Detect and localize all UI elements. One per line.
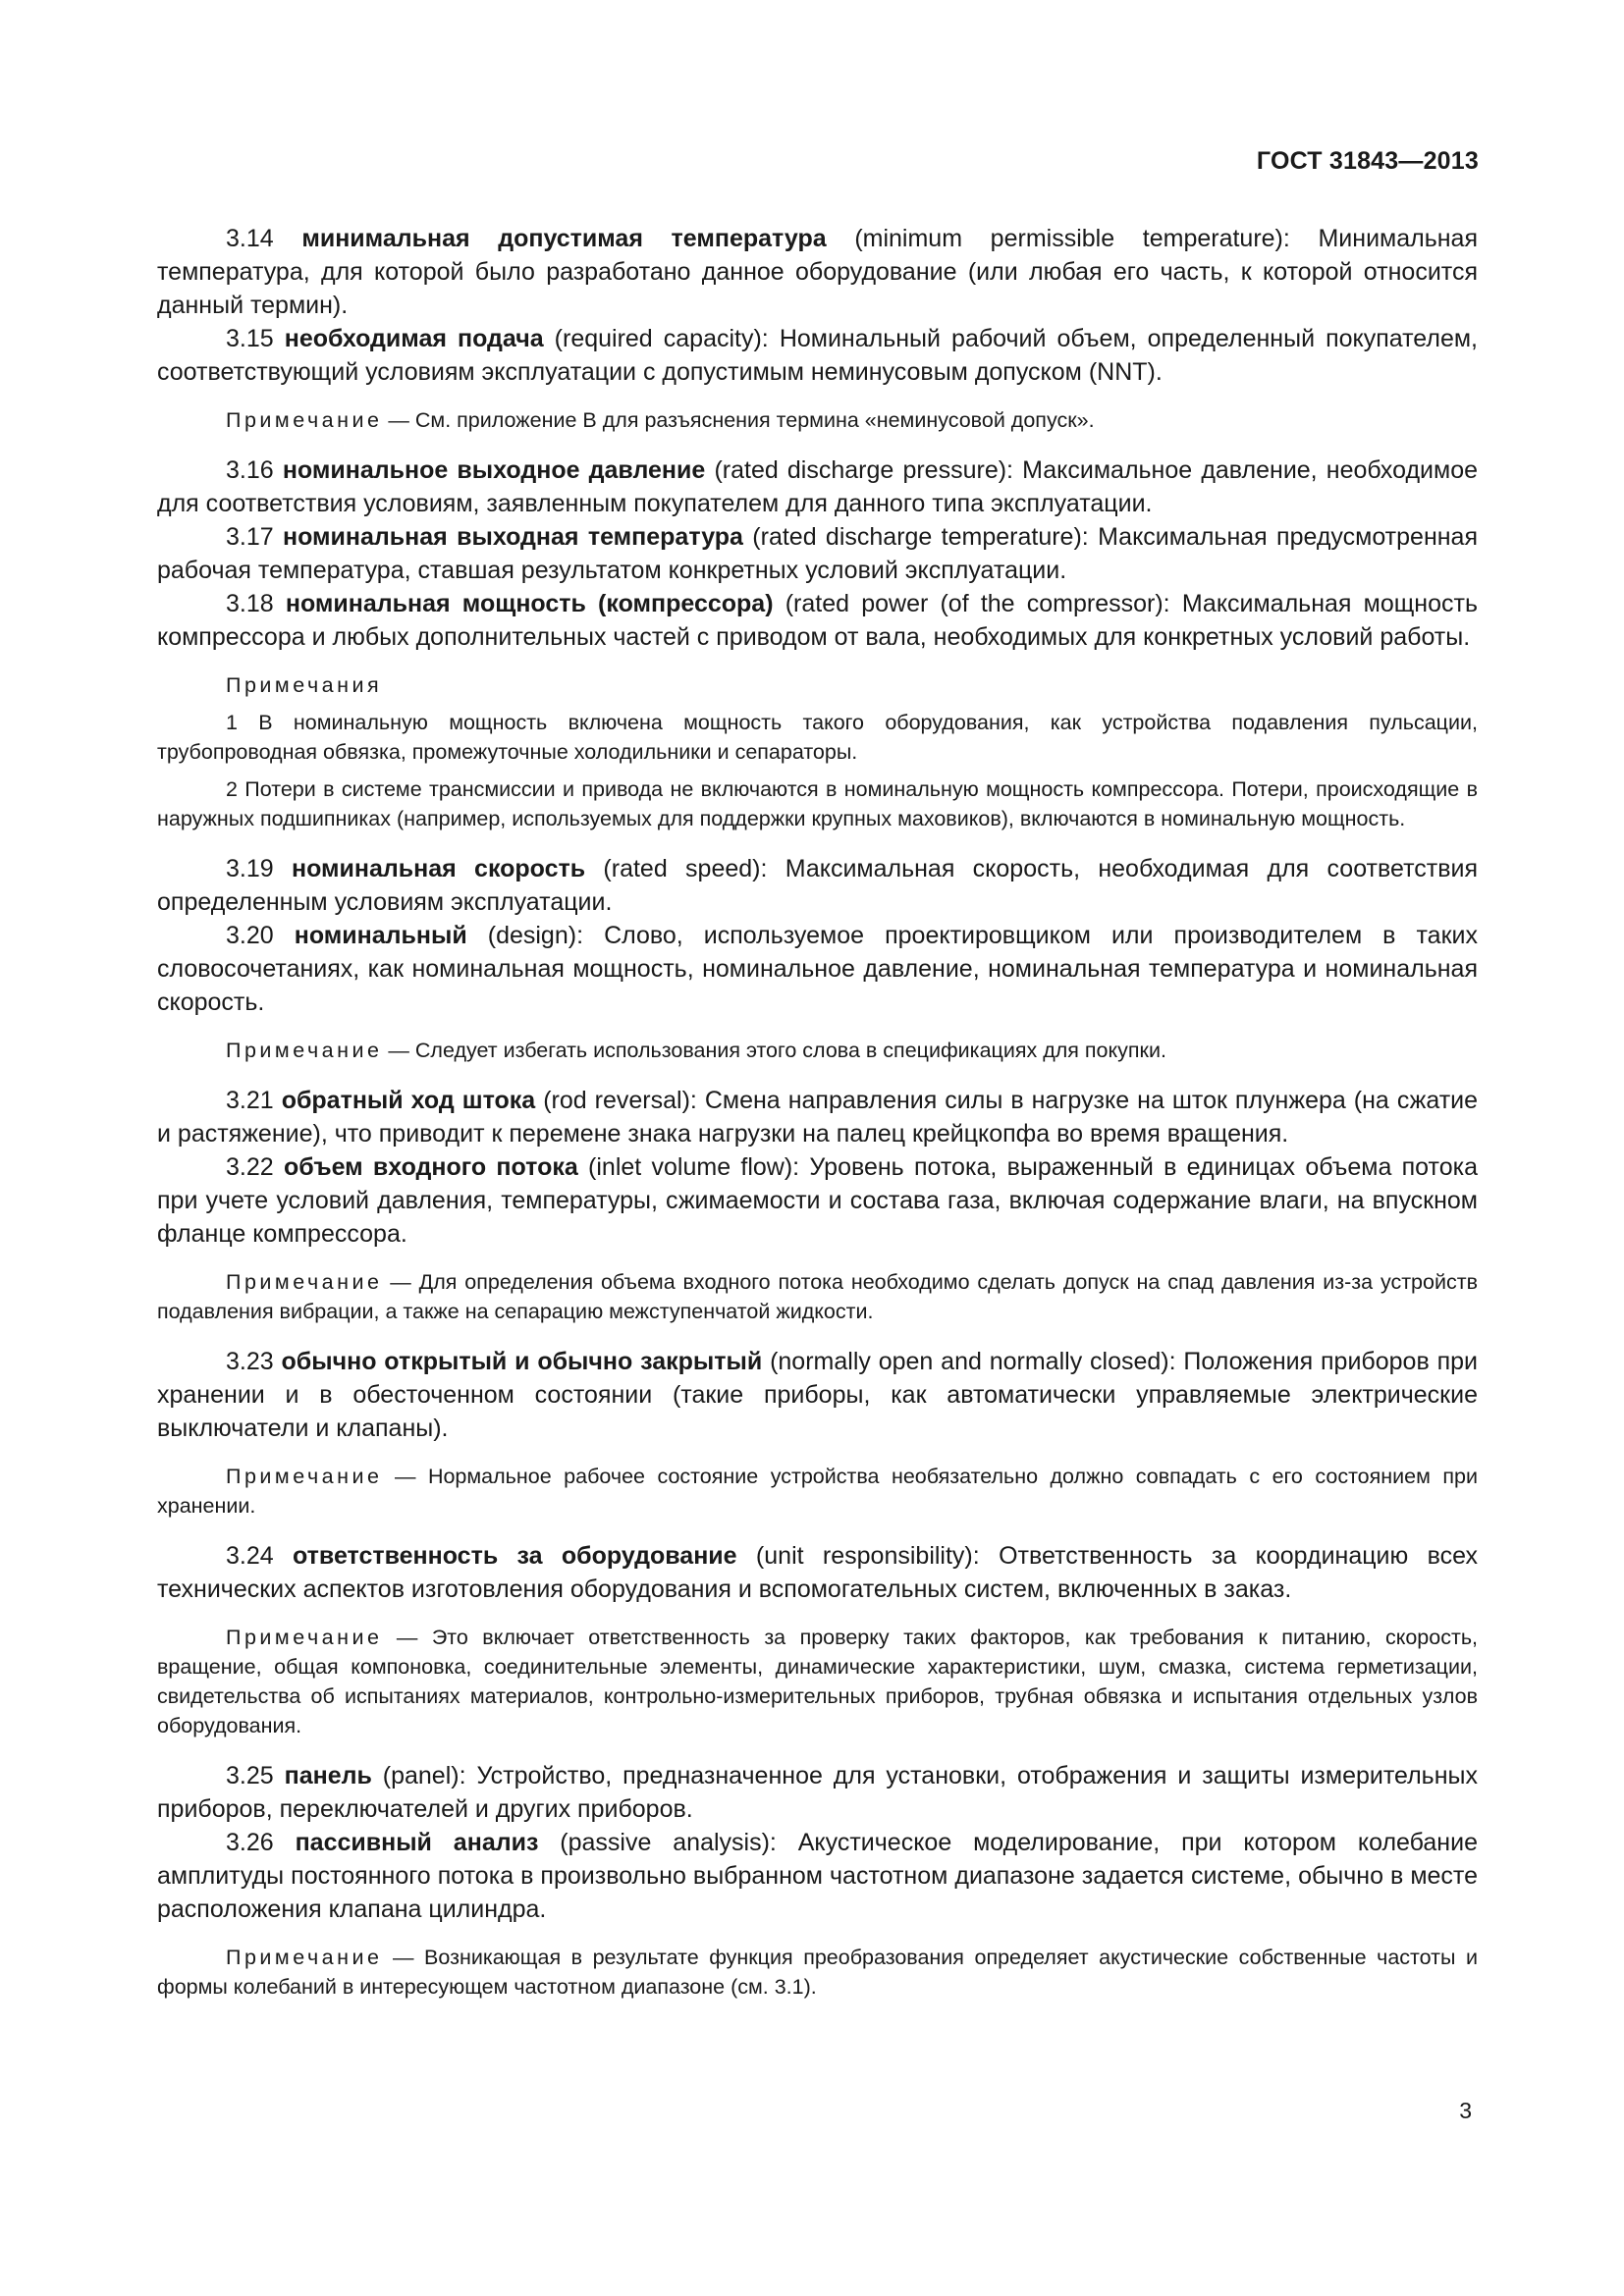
term-number: 3.20 (226, 922, 274, 949)
note-label: Примечание (226, 1465, 383, 1488)
term-3-16 (157, 454, 1478, 520)
term-english: (panel): (371, 1762, 477, 1789)
note-text: — Следует избегать использования этого слова в спецификациях для покупки. (382, 1039, 1166, 1062)
term-3-18 (157, 587, 1478, 654)
term-3-26 (157, 1826, 1478, 1926)
term-3-25 (157, 1759, 1478, 1826)
term-title: минимальная допустимая температура (301, 225, 827, 252)
term-english: (rod reversal): (535, 1087, 705, 1114)
term-definition: Положения приборов при хранении и в обесточенном состоянии (такие приборы, как автоматически управляемые электрические выключатели и клапаны). (157, 1348, 1478, 1442)
notes-heading-3-18 (157, 670, 1478, 700)
term-definition: Максимальная скорость, необходимая для соответствия определенным условиям эксплуатации. (157, 855, 1478, 916)
term-3-20 (157, 919, 1478, 1019)
term-definition: Акустическое моделирование, при котором колебание амплитуды постоянного потока в произвольно выбранном частотном диапазоне задается системе, обычно в месте расположения клапана цилиндра. (157, 1829, 1478, 1923)
term-number: 3.24 (226, 1542, 274, 1570)
note-3-23 (157, 1462, 1478, 1521)
term-3-23 (157, 1345, 1478, 1445)
note-3-22 (157, 1267, 1478, 1326)
note-label: Примечание (226, 1946, 383, 1969)
term-3-19 (157, 852, 1478, 919)
term-english: (rated discharge pressure): (705, 456, 1023, 484)
note-text: — Возникающая в результате функция преобразования определяет акустические собственные частоты и формы колебаний в интересующем частотном диапазоне (см. 3.1). (157, 1946, 1478, 1999)
term-number: 3.25 (226, 1762, 274, 1789)
term-english: (rated power (of the compressor): (773, 590, 1182, 617)
term-title: необходимая подача (284, 325, 544, 352)
note-text: — Нормальное рабочее состояние устройства необязательно должно совпадать с его состоянием при хранении. (157, 1465, 1478, 1518)
term-3-24 (157, 1539, 1478, 1606)
term-title: панель (284, 1762, 372, 1789)
term-title: пассивный анализ (295, 1829, 539, 1856)
note-label: Примечание (226, 1626, 383, 1649)
term-number: 3.15 (226, 325, 274, 352)
term-english: (rated discharge temperature): (742, 523, 1099, 551)
note-label: Примечание (226, 1039, 383, 1062)
document-id: ГОСТ 31843—2013 (1256, 147, 1479, 175)
document-body (157, 222, 1478, 2020)
term-definition: Максимальное давление, необходимое для соответствия условиям, заявленным покупателем для данного типа эксплуатации. (157, 456, 1479, 517)
term-title: номинальный (294, 922, 467, 949)
term-definition: Уровень потока, выраженный в единицах объема потока при учете условий давления, температуры, сжимаемости и состава газа, включая содержание влаги, на впускном фланце компрессора. (157, 1153, 1478, 1248)
note-text: — Для определения объема входного потока необходимо сделать допуск на спад давления из-за устройств подавления вибрации, а также на сепарацию межступенчатой жидкости. (157, 1270, 1478, 1323)
term-number: 3.18 (226, 590, 274, 617)
term-number: 3.16 (226, 456, 274, 484)
term-3-17 (157, 520, 1478, 587)
term-english: (unit responsibility): (736, 1542, 1000, 1570)
term-title: номинальная скорость (291, 855, 586, 882)
note-label: Примечание (226, 408, 383, 432)
term-number: 3.19 (226, 855, 274, 882)
term-definition: Максимальная мощность компрессора и любых дополнительных частей с приводом от вала, необходимых для конкретных условий работы. (157, 590, 1478, 651)
term-number: 3.22 (226, 1153, 274, 1181)
note-text: — См. приложение В для разъяснения термина «неминусовой допуск». (382, 408, 1095, 432)
term-3-15 (157, 322, 1478, 389)
term-english: (inlet volume flow): (577, 1153, 810, 1181)
term-3-14 (157, 222, 1478, 322)
note-3-20 (157, 1036, 1478, 1065)
note-3-18-1: 1 В номинальную мощность включена мощность такого оборудования, как устройства подавления пульсации, трубопроводная обвязка, промежуточные холодильники и сепараторы. (157, 711, 1478, 764)
term-number: 3.14 (226, 225, 274, 252)
term-english: (required capacity): (543, 325, 780, 352)
term-english: (rated speed): (585, 855, 785, 882)
term-number: 3.26 (226, 1829, 274, 1856)
term-title: обычно открытый и обычно закрытый (281, 1348, 763, 1375)
note-text: — Это включает ответственность за проверку таких факторов, как требования к питанию, скорость, вращение, общая компоновка, соединительные элементы, динамические характеристики, шум, смазка, система герметизации, свидетельства об испытаниях материалов, контрольно-измерительных приборов, трубная обвязка и испытания отдельных узлов оборудования. (157, 1626, 1478, 1737)
term-definition: Номинальный рабочий объем, определенный покупателем, соответствующий условиям эксплуатации с допустимым неминусовым допуском (NNT). (157, 325, 1479, 386)
term-3-21 (157, 1084, 1478, 1150)
term-title: номинальная мощность (компрессора) (285, 590, 774, 617)
note-3-15 (157, 405, 1478, 435)
term-title: обратный ход штока (281, 1087, 536, 1114)
term-definition: Смена направления силы в нагрузке на шток плунжера (на сжатие и растяжение), что приводит к перемене знака нагрузки на палец крейцкопфа во время вращения. (157, 1087, 1479, 1148)
term-english: (normally open and normally closed): (762, 1348, 1184, 1375)
term-title: ответственность за оборудование (293, 1542, 737, 1570)
term-3-22 (157, 1150, 1478, 1251)
term-title: объем входного потока (283, 1153, 578, 1181)
term-definition: Ответственность за координацию всех технических аспектов изготовления оборудования и вспомогательных систем, включенных в заказ. (157, 1542, 1478, 1603)
term-english: (minimum permissible temperature): (826, 225, 1319, 252)
term-definition: Устройство, предназначенное для установки, отображения и защиты измерительных приборов, переключателей и других приборов. (157, 1762, 1478, 1823)
page-number: 3 (1459, 2098, 1472, 2123)
note-3-24 (157, 1623, 1478, 1740)
term-number: 3.23 (226, 1348, 274, 1375)
term-number: 3.17 (226, 523, 274, 551)
note-3-18-2: 2 Потери в системе трансмиссии и привода не включаются в номинальную мощность компрессора. Потери, происходящие в наружных подшипниках (например, используемых для поддержки крупных маховиков), включаются в номинальную мощность. (157, 777, 1478, 830)
term-definition: Минимальная температура, для которой было разработано данное оборудование (или любая его часть, к которой относится данный термин). (157, 225, 1478, 319)
term-definition: Максимальная предусмотренная рабочая температура, ставшая результатом конкретных условий эксплуатации. (157, 523, 1478, 584)
note-label: Примечание (226, 1270, 383, 1294)
term-number: 3.21 (226, 1087, 274, 1114)
note-3-26 (157, 1943, 1478, 2002)
term-english: (passive analysis): (538, 1829, 798, 1856)
term-title: номинальное выходное давление (282, 456, 706, 484)
term-english: (design): (466, 922, 605, 949)
term-definition: Слово, используемое проектировщиком или производителем в таких словосочетаниях, как номинальная мощность, номинальное давление, номинальная температура и номинальная скорость. (157, 922, 1478, 1016)
notes-label: Примечания (226, 673, 383, 697)
term-title: номинальная выходная температура (283, 523, 743, 551)
